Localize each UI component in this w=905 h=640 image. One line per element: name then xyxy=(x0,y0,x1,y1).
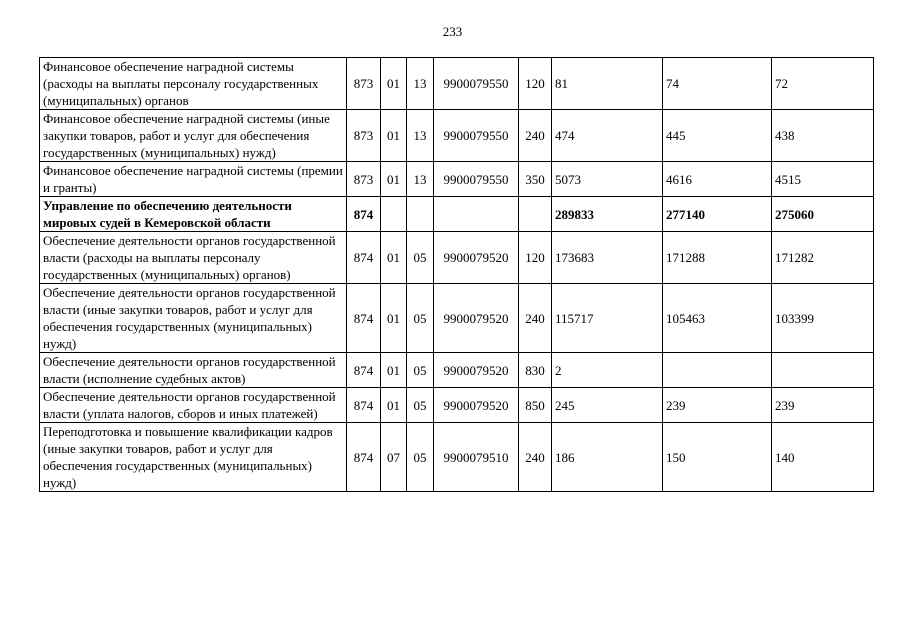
subsection-code: 05 xyxy=(407,232,434,284)
section-code: 01 xyxy=(381,232,407,284)
amount-year-3: 239 xyxy=(772,388,874,423)
subsection-code: 13 xyxy=(407,110,434,162)
target-article-code: 9900079510 xyxy=(434,423,519,492)
target-article-code: 9900079550 xyxy=(434,110,519,162)
target-article-code: 9900079520 xyxy=(434,284,519,353)
amount-year-1: 186 xyxy=(552,423,663,492)
section-code: 01 xyxy=(381,284,407,353)
amount-year-2: 171288 xyxy=(663,232,772,284)
section-code: 01 xyxy=(381,110,407,162)
amount-year-1: 245 xyxy=(552,388,663,423)
target-article-code: 9900079520 xyxy=(434,353,519,388)
amount-year-2: 150 xyxy=(663,423,772,492)
table-row xyxy=(40,110,874,162)
expense-description: Управление по обеспечению деятельности мировых судей в Кемеровской области xyxy=(40,197,347,232)
ministry-code: 874 xyxy=(347,353,381,388)
expense-description: Финансовое обеспечение наградной системы (премии и гранты) xyxy=(40,162,347,197)
amount-year-3: 171282 xyxy=(772,232,874,284)
ministry-code: 874 xyxy=(347,232,381,284)
page-number: 233 xyxy=(442,24,463,39)
amount-year-2 xyxy=(663,353,772,388)
amount-year-3: 438 xyxy=(772,110,874,162)
target-article-code: 9900079550 xyxy=(434,162,519,197)
expense-description: Обеспечение деятельности органов государственной власти (исполнение судебных актов) xyxy=(40,353,347,388)
amount-year-2: 105463 xyxy=(663,284,772,353)
expense-type-code xyxy=(519,197,552,232)
target-article-code xyxy=(434,197,519,232)
ministry-code: 874 xyxy=(347,388,381,423)
amount-year-3: 72 xyxy=(772,58,874,110)
amount-year-2: 445 xyxy=(663,110,772,162)
budget-table xyxy=(39,57,874,492)
amount-year-1: 5073 xyxy=(552,162,663,197)
table-row xyxy=(40,232,874,284)
section-code: 01 xyxy=(381,353,407,388)
section-code: 01 xyxy=(381,388,407,423)
target-article-code: 9900079520 xyxy=(434,232,519,284)
ministry-code: 874 xyxy=(347,284,381,353)
expense-description: Финансовое обеспечение наградной системы (иные закупки товаров, работ и услуг для обеспечения государственных (муниципальных) нужд) xyxy=(40,110,347,162)
expense-type-code: 240 xyxy=(519,423,552,492)
ministry-code: 873 xyxy=(347,58,381,110)
table-row xyxy=(40,58,874,110)
amount-year-1: 173683 xyxy=(552,232,663,284)
table-row xyxy=(40,284,874,353)
amount-year-3 xyxy=(772,353,874,388)
subsection-code xyxy=(407,197,434,232)
amount-year-3: 275060 xyxy=(772,197,874,232)
amount-year-1: 115717 xyxy=(552,284,663,353)
amount-year-2: 74 xyxy=(663,58,772,110)
amount-year-3: 140 xyxy=(772,423,874,492)
subsection-code: 05 xyxy=(407,284,434,353)
section-code: 01 xyxy=(381,58,407,110)
amount-year-1: 474 xyxy=(552,110,663,162)
ministry-code: 874 xyxy=(347,423,381,492)
table-row xyxy=(40,353,874,388)
table-row xyxy=(40,197,874,232)
expense-description: Обеспечение деятельности органов государственной власти (уплата налогов, сборов и иных платежей) xyxy=(40,388,347,423)
table-row xyxy=(40,388,874,423)
expense-description: Переподготовка и повышение квалификации кадров (иные закупки товаров, работ и услуг для обеспечения государственных (муниципальных) нужд) xyxy=(40,423,347,492)
table-row xyxy=(40,423,874,492)
table-row xyxy=(40,162,874,197)
subsection-code: 13 xyxy=(407,58,434,110)
expense-type-code: 850 xyxy=(519,388,552,423)
expense-type-code: 240 xyxy=(519,110,552,162)
amount-year-2: 277140 xyxy=(663,197,772,232)
expense-type-code: 830 xyxy=(519,353,552,388)
target-article-code: 9900079520 xyxy=(434,388,519,423)
amount-year-1: 289833 xyxy=(552,197,663,232)
ministry-code: 874 xyxy=(347,197,381,232)
amount-year-1: 2 xyxy=(552,353,663,388)
subsection-code: 05 xyxy=(407,388,434,423)
expense-type-code: 240 xyxy=(519,284,552,353)
amount-year-2: 4616 xyxy=(663,162,772,197)
section-code: 07 xyxy=(381,423,407,492)
amount-year-3: 4515 xyxy=(772,162,874,197)
table-body xyxy=(40,58,874,492)
expense-description: Обеспечение деятельности органов государственной власти (иные закупки товаров, работ и услуг для обеспечения государственных (муниципальных) нужд) xyxy=(40,284,347,353)
amount-year-2: 239 xyxy=(663,388,772,423)
section-code: 01 xyxy=(381,162,407,197)
amount-year-1: 81 xyxy=(552,58,663,110)
subsection-code: 13 xyxy=(407,162,434,197)
target-article-code: 9900079550 xyxy=(434,58,519,110)
ministry-code: 873 xyxy=(347,110,381,162)
amount-year-3: 103399 xyxy=(772,284,874,353)
subsection-code: 05 xyxy=(407,423,434,492)
expense-description: Обеспечение деятельности органов государственной власти (расходы на выплаты персоналу государственных (муниципальных) органов) xyxy=(40,232,347,284)
expense-type-code: 350 xyxy=(519,162,552,197)
expense-type-code: 120 xyxy=(519,58,552,110)
section-code xyxy=(381,197,407,232)
subsection-code: 05 xyxy=(407,353,434,388)
ministry-code: 873 xyxy=(347,162,381,197)
expense-type-code: 120 xyxy=(519,232,552,284)
expense-description: Финансовое обеспечение наградной системы (расходы на выплаты персоналу государственных (муниципальных) органов xyxy=(40,58,347,110)
